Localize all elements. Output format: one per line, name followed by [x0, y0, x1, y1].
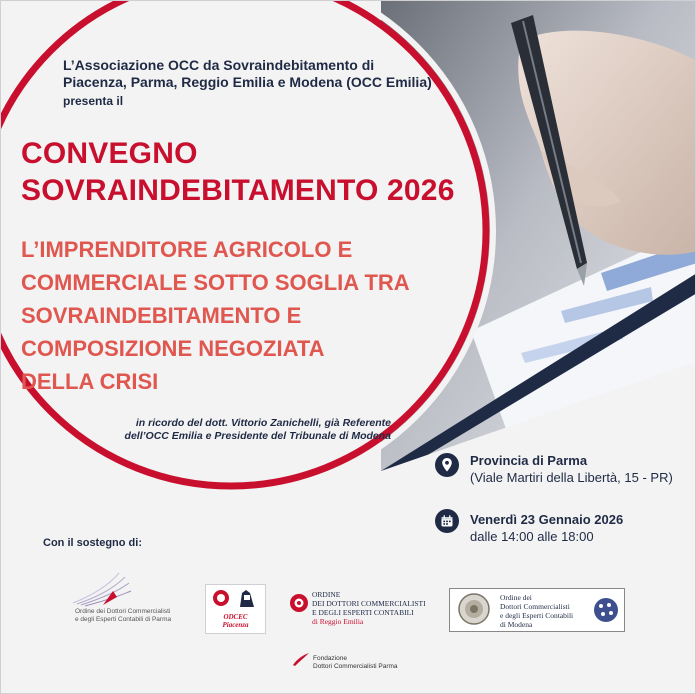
logo-odcec-piacenza — [205, 584, 266, 634]
reggio-line-1: ORDINE — [312, 590, 341, 599]
logo-odcec-modena — [449, 588, 625, 632]
event-date: Venerdì 23 Gennaio 2026 — [470, 512, 624, 527]
fondazione-line-2: Dottori Commercialisti Parma — [313, 663, 398, 670]
piacenza-line-1: ODCEC — [223, 613, 248, 621]
fondazione-line-1: Fondazione — [313, 655, 347, 662]
subtitle-line-2: COMMERCIALE SOTTO SOGLIA TRA — [21, 270, 410, 295]
memorial-line-2: dell’OCC Emilia e Presidente del Tribunale di Modena — [124, 430, 391, 442]
parma-line-2: e degli Esperti Contabili di Parma — [75, 616, 172, 623]
logo-fondazione-parma — [291, 649, 411, 673]
reggio-line-4: di Reggio Emilia — [312, 617, 364, 626]
modena-dots-icon — [592, 596, 620, 624]
piacenza-emblem-icon — [206, 585, 265, 613]
modena-line-2: Dottori Commercialisti — [500, 602, 570, 611]
event-subtitle — [21, 233, 491, 398]
modena-seal-icon — [450, 589, 498, 629]
piacenza-line-2: Piacenza — [222, 621, 249, 629]
parma-feather-icon — [63, 571, 191, 609]
subtitle-line-4: COMPOSIZIONE NEGOZIATA — [21, 336, 325, 361]
modena-line-3: e degli Esperti Contabili — [500, 611, 574, 620]
reggio-emblem-icon — [288, 589, 310, 625]
subtitle-line-5: DELLA CRISI — [21, 369, 159, 394]
parma-line-1: Ordine dei Dottori Commercialisti — [75, 608, 171, 615]
logo-odcec-reggio-emilia — [288, 589, 438, 629]
support-label: Con il sostegno di: — [43, 537, 142, 549]
location-pin-icon — [435, 453, 459, 477]
subtitle-line-3: SOVRAINDEBITAMENTO E — [21, 303, 302, 328]
intro-line-3: presenta il — [63, 94, 124, 108]
intro-text — [63, 57, 483, 110]
subtitle-line-1: L’IMPRENDITORE AGRICOLO E — [21, 237, 353, 262]
date-info — [470, 511, 623, 545]
intro-line-1: L’Associazione OCC da Sovraindebitamento di — [63, 57, 375, 73]
location-address: (Viale Martiri della Libertà, 15 - PR) — [470, 470, 673, 485]
reggio-line-2: DEI DOTTORI COMMERCIALISTI — [312, 599, 426, 608]
event-title — [21, 135, 501, 209]
fondazione-swoosh-icon — [291, 649, 311, 669]
memorial-note — [61, 417, 391, 443]
modena-line-4: di Modena — [500, 620, 533, 629]
intro-line-2: Piacenza, Parma, Reggio Emilia e Modena (OCC Emilia) — [63, 74, 432, 90]
title-line-1: CONVEGNO — [21, 137, 198, 170]
location-name: Provincia di Parma — [470, 453, 588, 468]
event-time: dalle 14:00 alle 18:00 — [470, 529, 594, 544]
location-info — [470, 452, 673, 486]
memorial-line-1: in ricordo del dott. Vittorio Zanichelli, già Referente — [135, 417, 391, 429]
modena-line-1: Ordine dei — [500, 593, 532, 602]
calendar-icon — [435, 509, 459, 533]
reggio-line-3: E DEGLI ESPERTI CONTABILI — [312, 608, 414, 617]
title-line-2: SOVRAINDEBITAMENTO 2026 — [21, 174, 455, 207]
logo-odcec-parma — [63, 571, 191, 631]
